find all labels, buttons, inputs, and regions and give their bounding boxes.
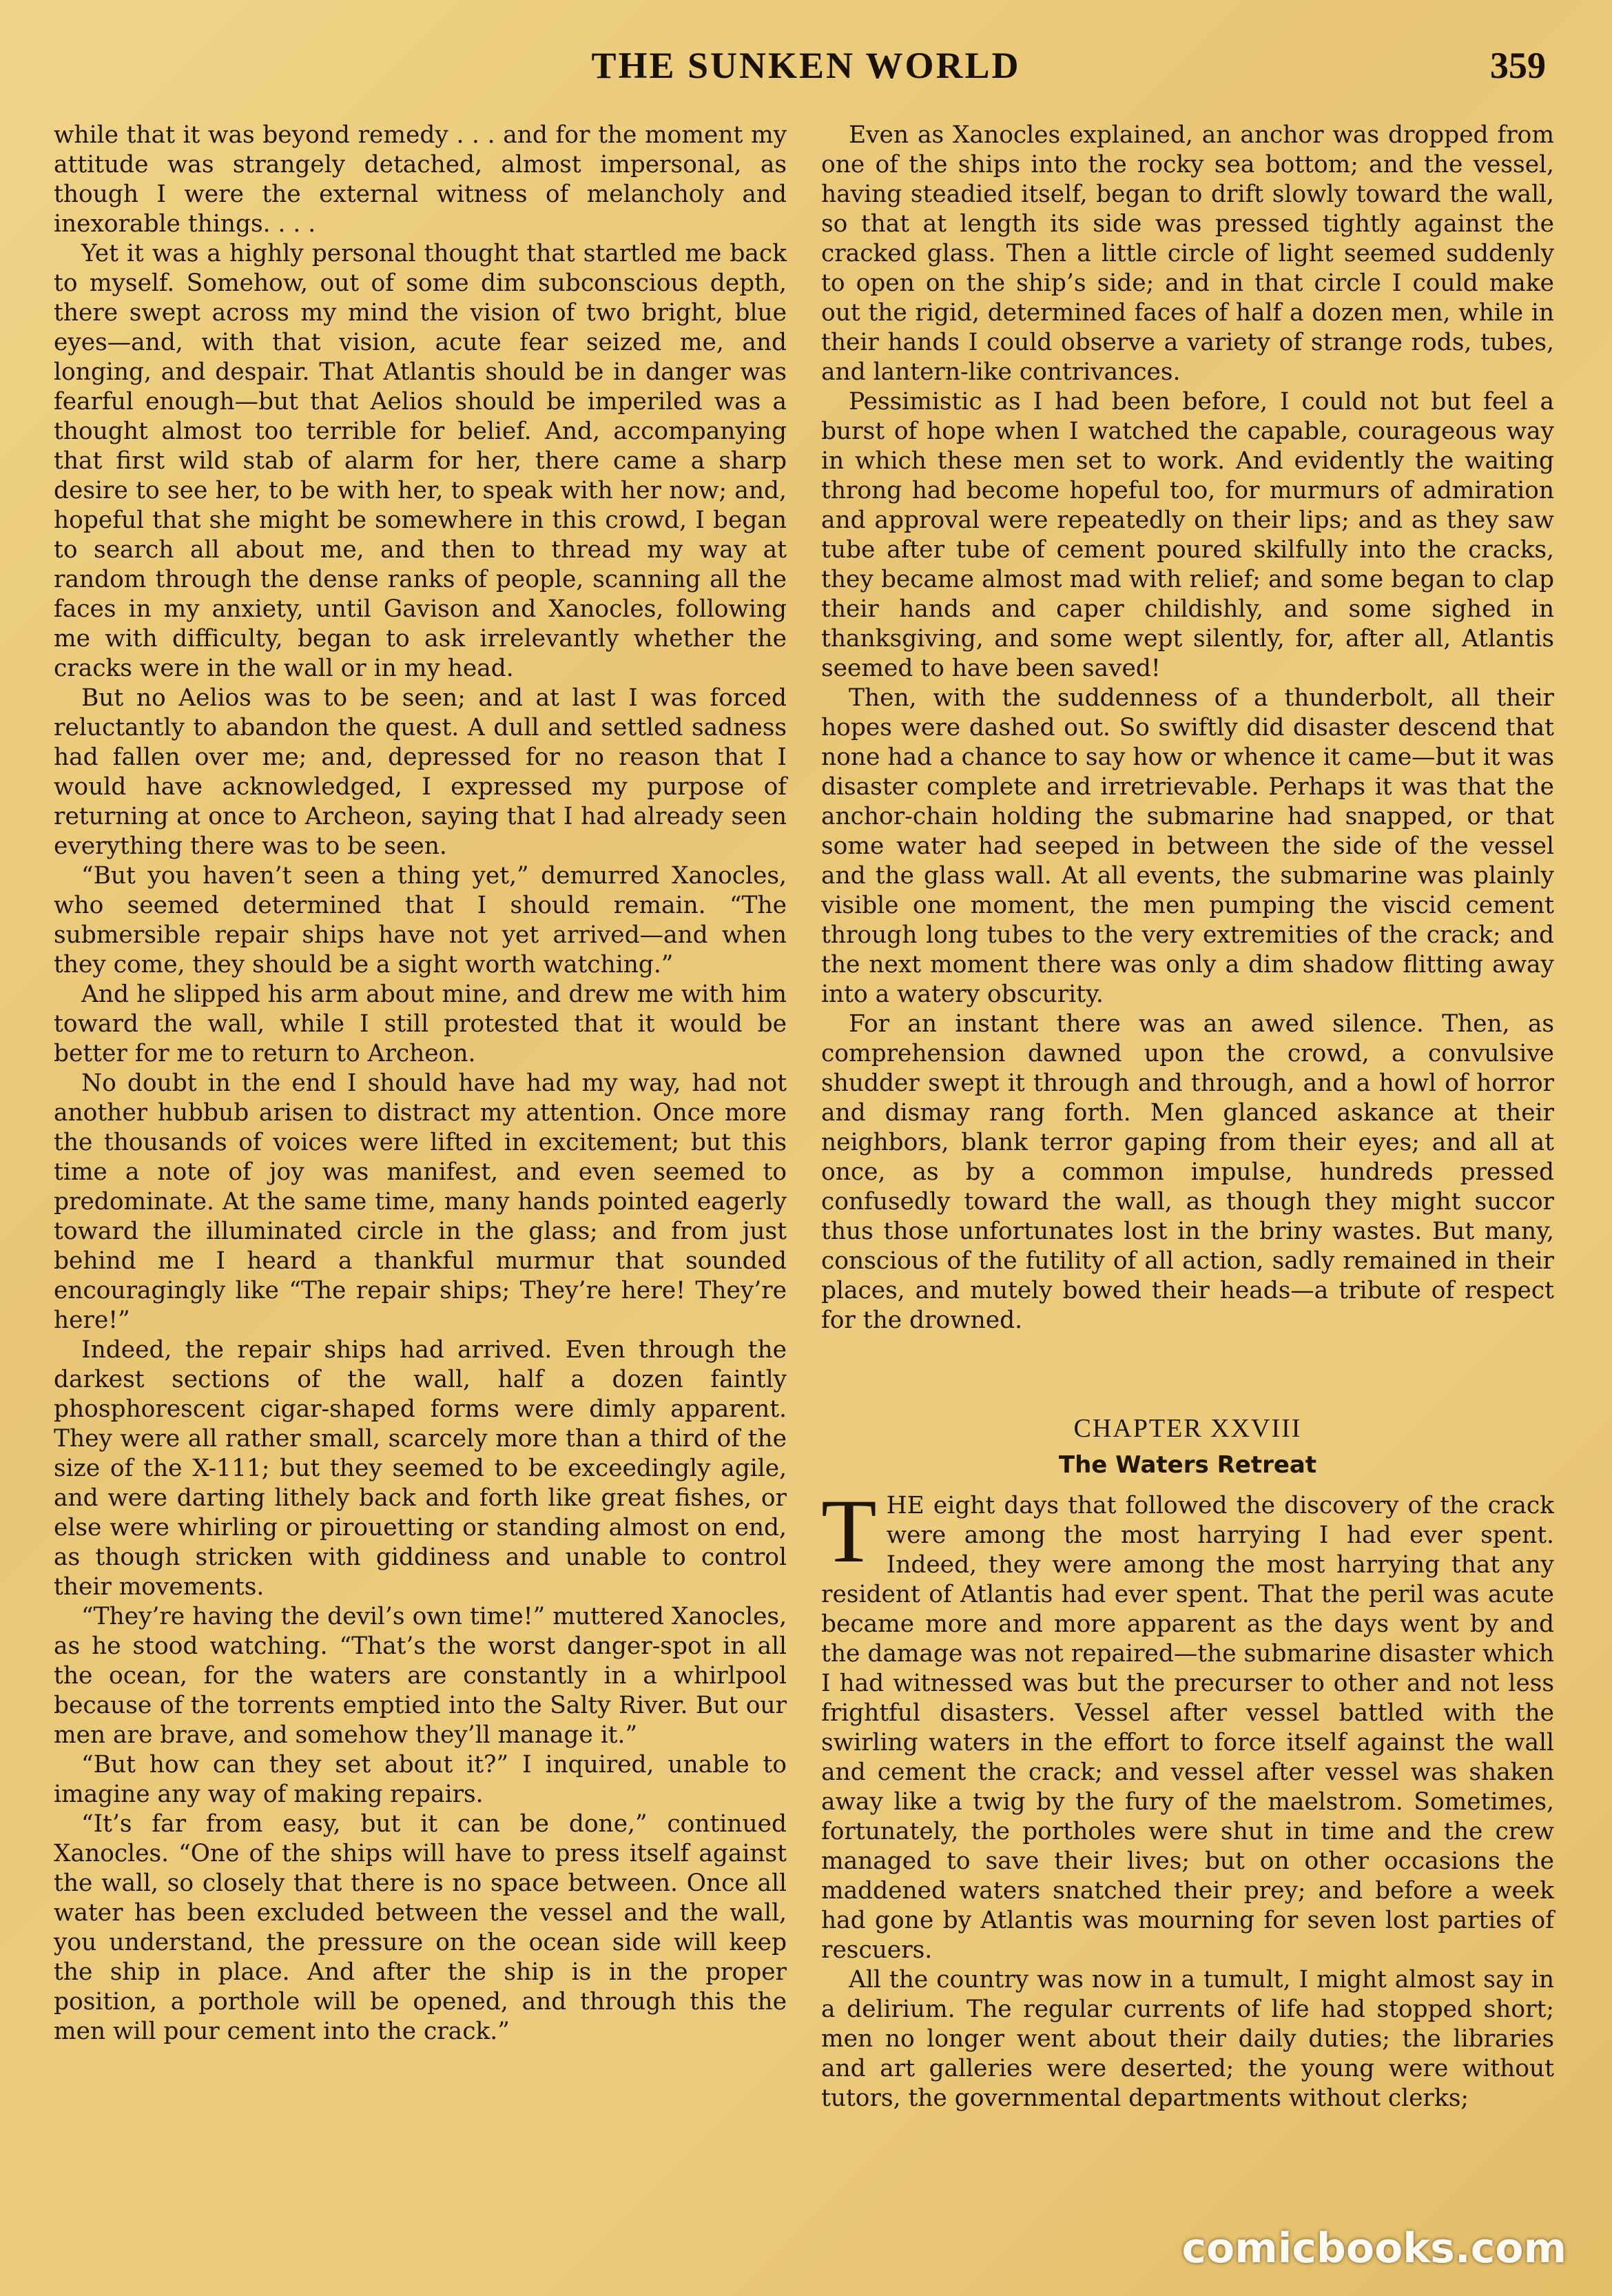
chapter-number: CHAPTER XXVIII — [1073, 1414, 1302, 1443]
paragraph: And he slipped his arm about mine, and drew me with him toward the wall, while I still protested that it would be better for me to return to Archeon. — [54, 981, 787, 1067]
watermark: comicbooks.com — [1181, 2224, 1567, 2273]
paragraph: But no Aelios was to be seen; and at last I was forced reluctantly to abandon the quest. A dull and settled sadness had fallen over me; and, depressed for no reason that I would have acknowledged, I expressed my purpose of returning at once to Archeon, saying that I had already seen everything there was to be seen. — [54, 684, 787, 860]
left-column — [54, 121, 787, 2047]
chapter-title: The Waters Retreat — [1058, 1451, 1317, 1479]
paragraph: No doubt in the end I should have had my way, had not another hubbub arisen to distract my attention. Once more the thousands of voices were lifted in excitement; but this time a note of joy was manifest, and even seemed to predominate. At the same time, many hands pointed eagerly toward the illuminated circle in the glass; and from just behind me I heard a thankful murmur that sounded encouragingly like “The repair ships; They’re here! They’re here!” — [54, 1069, 787, 1334]
paragraph: Yet it was a highly personal thought that startled me back to myself. Somehow, out of some dim subconscious depth, there swept across my mind the vision of two bright, blue eyes—and, with that vision, acute fear seized me, and longing, and despair. That Atlantis should be in danger was fearful enough—but that Aelios should be imperiled was a thought almost too terrible for belief. And, accompanying that first wild stab of alarm for her, there came a sharp desire to see her, to be with her, to speak with her now; and, hopeful that she might be somewhere in this crowd, I began to search all about me, and then to thread my way at random through the dense ranks of people, scanning all the faces in my anxiety, until Gavison and Xanocles, following me with difficulty, began to ask irrelevantly whether the cracks were in the wall or in my head. — [54, 240, 787, 682]
right-column — [821, 121, 1554, 2113]
running-title: THE SUNKEN WORLD — [591, 45, 1021, 86]
paragraph: All the country was now in a tumult, I might almost say in a delirium. The regular currents of life had stopped short; men no longer went about their daily duties; the libraries and art galleries were deserted; the young were without tutors, the governmental departments without clerks; — [821, 1966, 1554, 2112]
chapter-opening-text: HE eight days that followed the discovery of the crack were among the most harrying I had ever spent. Indeed, they were among the most harrying that any resident of Atlantis had ever spent. That the peril was acute became more and more apparent as the days went by and the damage was not repaired—the submarine disaster which I had witnessed was but the precurser to other and not less frightful disasters. Vessel after vessel battled with the swirling waters in the effort to force itself against the wall and cement the crack; and vessel after vessel was shaken away like a twig by the fury of the maelstrom. Sometimes, fortunately, the portholes were shut in time and the crew managed to save their lives; but on other occasions the maddened waters snatched their prey; and before a week had gone by Atlantis was mourning for seven lost parties of rescuers. — [821, 1492, 1554, 1964]
drop-cap: T — [821, 1480, 877, 1581]
paragraph: “It’s far from easy, but it can be done,” continued Xanocles. “One of the ships will have to press itself against the wall, so closely that there is no space between. Once all water has been excluded between the vessel and the wall, you understand, the pressure on the ocean side will keep the ship in place. And after the ship is in the proper position, a porthole will be opened, and through this the men will pour cement into the crack.” — [54, 1810, 787, 2045]
paragraph: Indeed, the repair ships had arrived. Even through the darkest sections of the wall, half a dozen faintly phosphorescent cigar-shaped forms were dimly apparent. They were all rather small, scarcely more than a third of the size of the X-111; but they seemed to be exceedingly agile, and were darting lithely back and forth like great fishes, or else were whirling or pirouetting or standing almost on end, as though stricken with giddiness and unable to control their movements. — [54, 1336, 787, 1601]
paragraph: “They’re having the devil’s own time!” muttered Xanocles, as he stood watching. “That’s the worst danger-spot in all the ocean, for the waters are constantly in a whirlpool because of the torrents emptied into the Salty River. But our men are brave, and somehow they’ll manage it.” — [54, 1603, 787, 1749]
paragraph: while that it was beyond remedy . . . and for the moment my attitude was strangely detached, almost impersonal, as though I were the external witness of melancholy and inexorable things. . . . — [54, 121, 787, 238]
chapter-opening-paragraph — [821, 1480, 1554, 1965]
page-header — [52, 44, 1560, 92]
paragraph: “But you haven’t seen a thing yet,” demurred Xanocles, who seemed determined that I should remain. “The submersible repair ships have not yet arrived—and when they come, they should be a sight worth watching.” — [54, 862, 787, 978]
chapter-heading — [821, 1411, 1554, 1484]
paragraph: For an instant there was an awed silence. Then, as comprehension dawned upon the crowd, a convulsive shudder swept it through and through, and a howl of horror and dismay rang forth. Men glanced askance at their neighbors, blank terror gaping from their eyes; and all at once, as by a common impulse, hundreds pressed confusedly toward the wall, as though they might succor thus those unfortunates lost in the briny wastes. But many, conscious of the futility of all action, sadly remained in their places, and mutely bowed their heads—a tribute of respect for the drowned. — [821, 1010, 1554, 1334]
paragraph: “But how can they set about it?” I inquired, unable to imagine any way of making repairs. — [54, 1751, 787, 1808]
paragraph: Then, with the suddenness of a thunderbolt, all their hopes were dashed out. So swiftly did disaster descend that none had a chance to say how or whence it came—but it was disaster complete and irretrievable. Perhaps it was that the anchor-chain holding the submarine had snapped, or that some water had seeped in between the side of the vessel and the glass wall. At all events, the submarine was plainly visible one moment, the men pumping the viscid cement through long tubes to the very extremities of the crack; and the next moment there was only a dim shadow flitting away into a watery obscurity. — [821, 684, 1554, 1008]
page-number: 359 — [1490, 45, 1546, 86]
paragraph: Even as Xanocles explained, an anchor was dropped from one of the ships into the rocky sea bottom; and the vessel, having steadied itself, began to drift slowly toward the wall, so that at length its side was pressed tightly against the cracked glass. Then a little circle of light seemed suddenly to open on the ship’s side; and in that circle I could make out the rigid, determined faces of half a dozen men, while in their hands I could observe a variety of strange rods, tubes, and lantern-like contrivances. — [821, 121, 1554, 386]
paragraph: Pessimistic as I had been before, I could not but feel a burst of hope when I watched the capable, courageous way in which these men set to work. And evidently the waiting throng had become hopeful too, for murmurs of admiration and approval were repeatedly on their lips; and as they saw tube after tube of cement poured skilfully into the cracks, they became almost mad with relief; and some began to clap their hands and caper childishly, and some sighed in thanksgiving, and some wept silently, for, after all, Atlantis seemed to have been saved! — [821, 388, 1554, 682]
